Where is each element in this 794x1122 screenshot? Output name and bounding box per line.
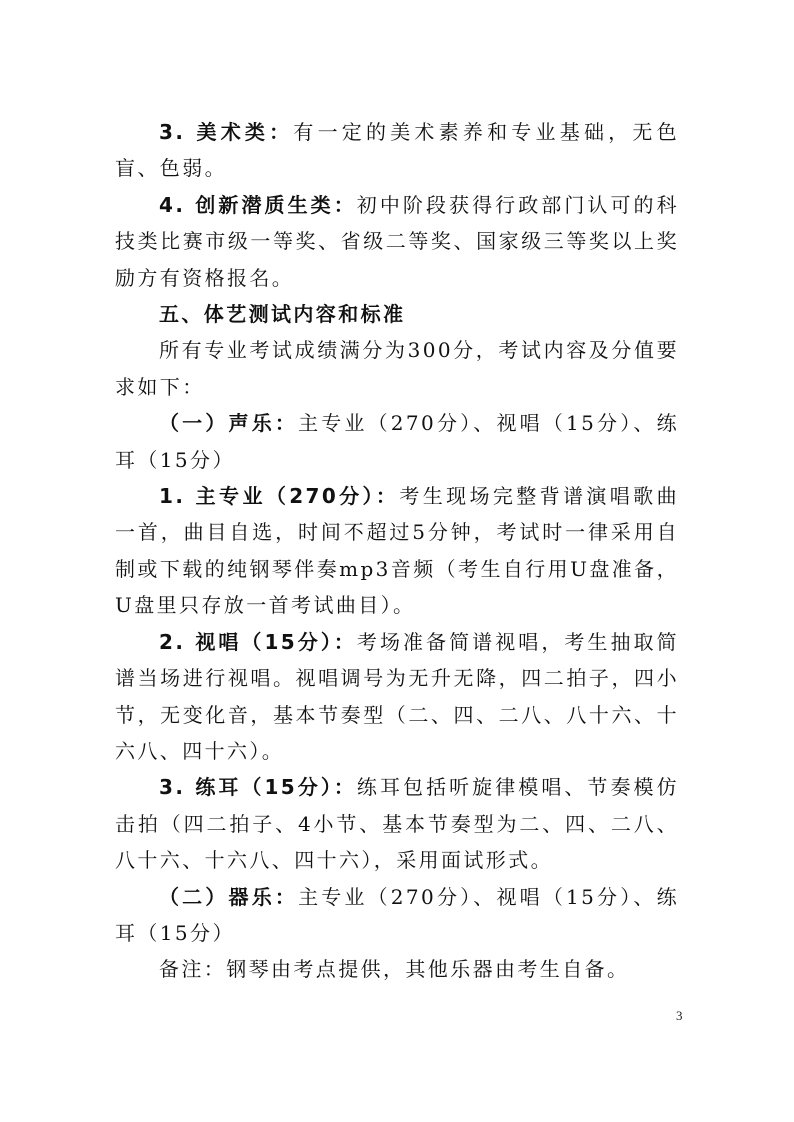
instrument-text: 主专业（270分）、视唱（15分）、练耳（15分） (115, 884, 679, 945)
instrument-subheading (115, 879, 679, 952)
item-lead: 1. 主专业（270分）： (159, 484, 400, 509)
document-body (115, 114, 679, 988)
section-heading: 五、体艺测试内容和标准 (159, 302, 406, 327)
instrument-lead: （二）器乐： (159, 884, 299, 909)
item-text: 考生现场完整背谱演唱歌曲一首，曲目自选，时间不超过5分钟，考试时一律采用自制或下载的纯钢琴伴奏mp3音频（考生自行用U盘准备，U盘里只存放一首考试曲目）。 (115, 484, 679, 618)
item-lead: 3. 练耳（15分）： (159, 775, 357, 800)
paragraph-text: 有一定的美术素养和专业基础，无色盲、色弱。 (115, 120, 679, 181)
vocal-text: 主专业（270分）、视唱（15分）、练耳（15分） (115, 411, 679, 472)
paragraph-innovation (115, 187, 679, 296)
paragraph-lead: 3. 美术类： (159, 120, 294, 144)
item-text: 考场准备简谱视唱，考生抽取简谱当场进行视唱。视唱调号为无升无降，四二拍子，四小节，无变化音，基本节奏型（二、四、二八、八十六、十六八、四十六）。 (115, 629, 679, 763)
vocal-item-main (115, 478, 679, 624)
item-lead: 2. 视唱（15分）： (159, 629, 357, 654)
page-number: 3 (676, 1008, 683, 1023)
paragraph-art (115, 114, 679, 187)
vocal-item-ear-training (115, 769, 679, 878)
vocal-lead: （一）声乐： (159, 411, 299, 436)
paragraph-lead: 4. 创新潜质生类： (159, 192, 357, 217)
intro-paragraph: 所有专业考试成绩满分为300分，考试内容及分值要求如下： (115, 338, 679, 399)
vocal-item-sight-singing (115, 624, 679, 770)
item-text: 练耳包括听旋律模唱、节奏模仿击拍（四二拍子、4小节、基本节奏型为二、四、二八、八十六、十六八、四十六），采用面试形式。 (115, 775, 679, 873)
paragraph-text: 初中阶段获得行政部门认可的科技类比赛市级一等奖、省级二等奖、国家级三等奖以上奖励方有资格报名。 (115, 192, 679, 290)
vocal-subheading (115, 405, 679, 478)
note-paragraph: 备注：钢琴由考点提供，其他乐器由考生自备。 (159, 957, 630, 982)
